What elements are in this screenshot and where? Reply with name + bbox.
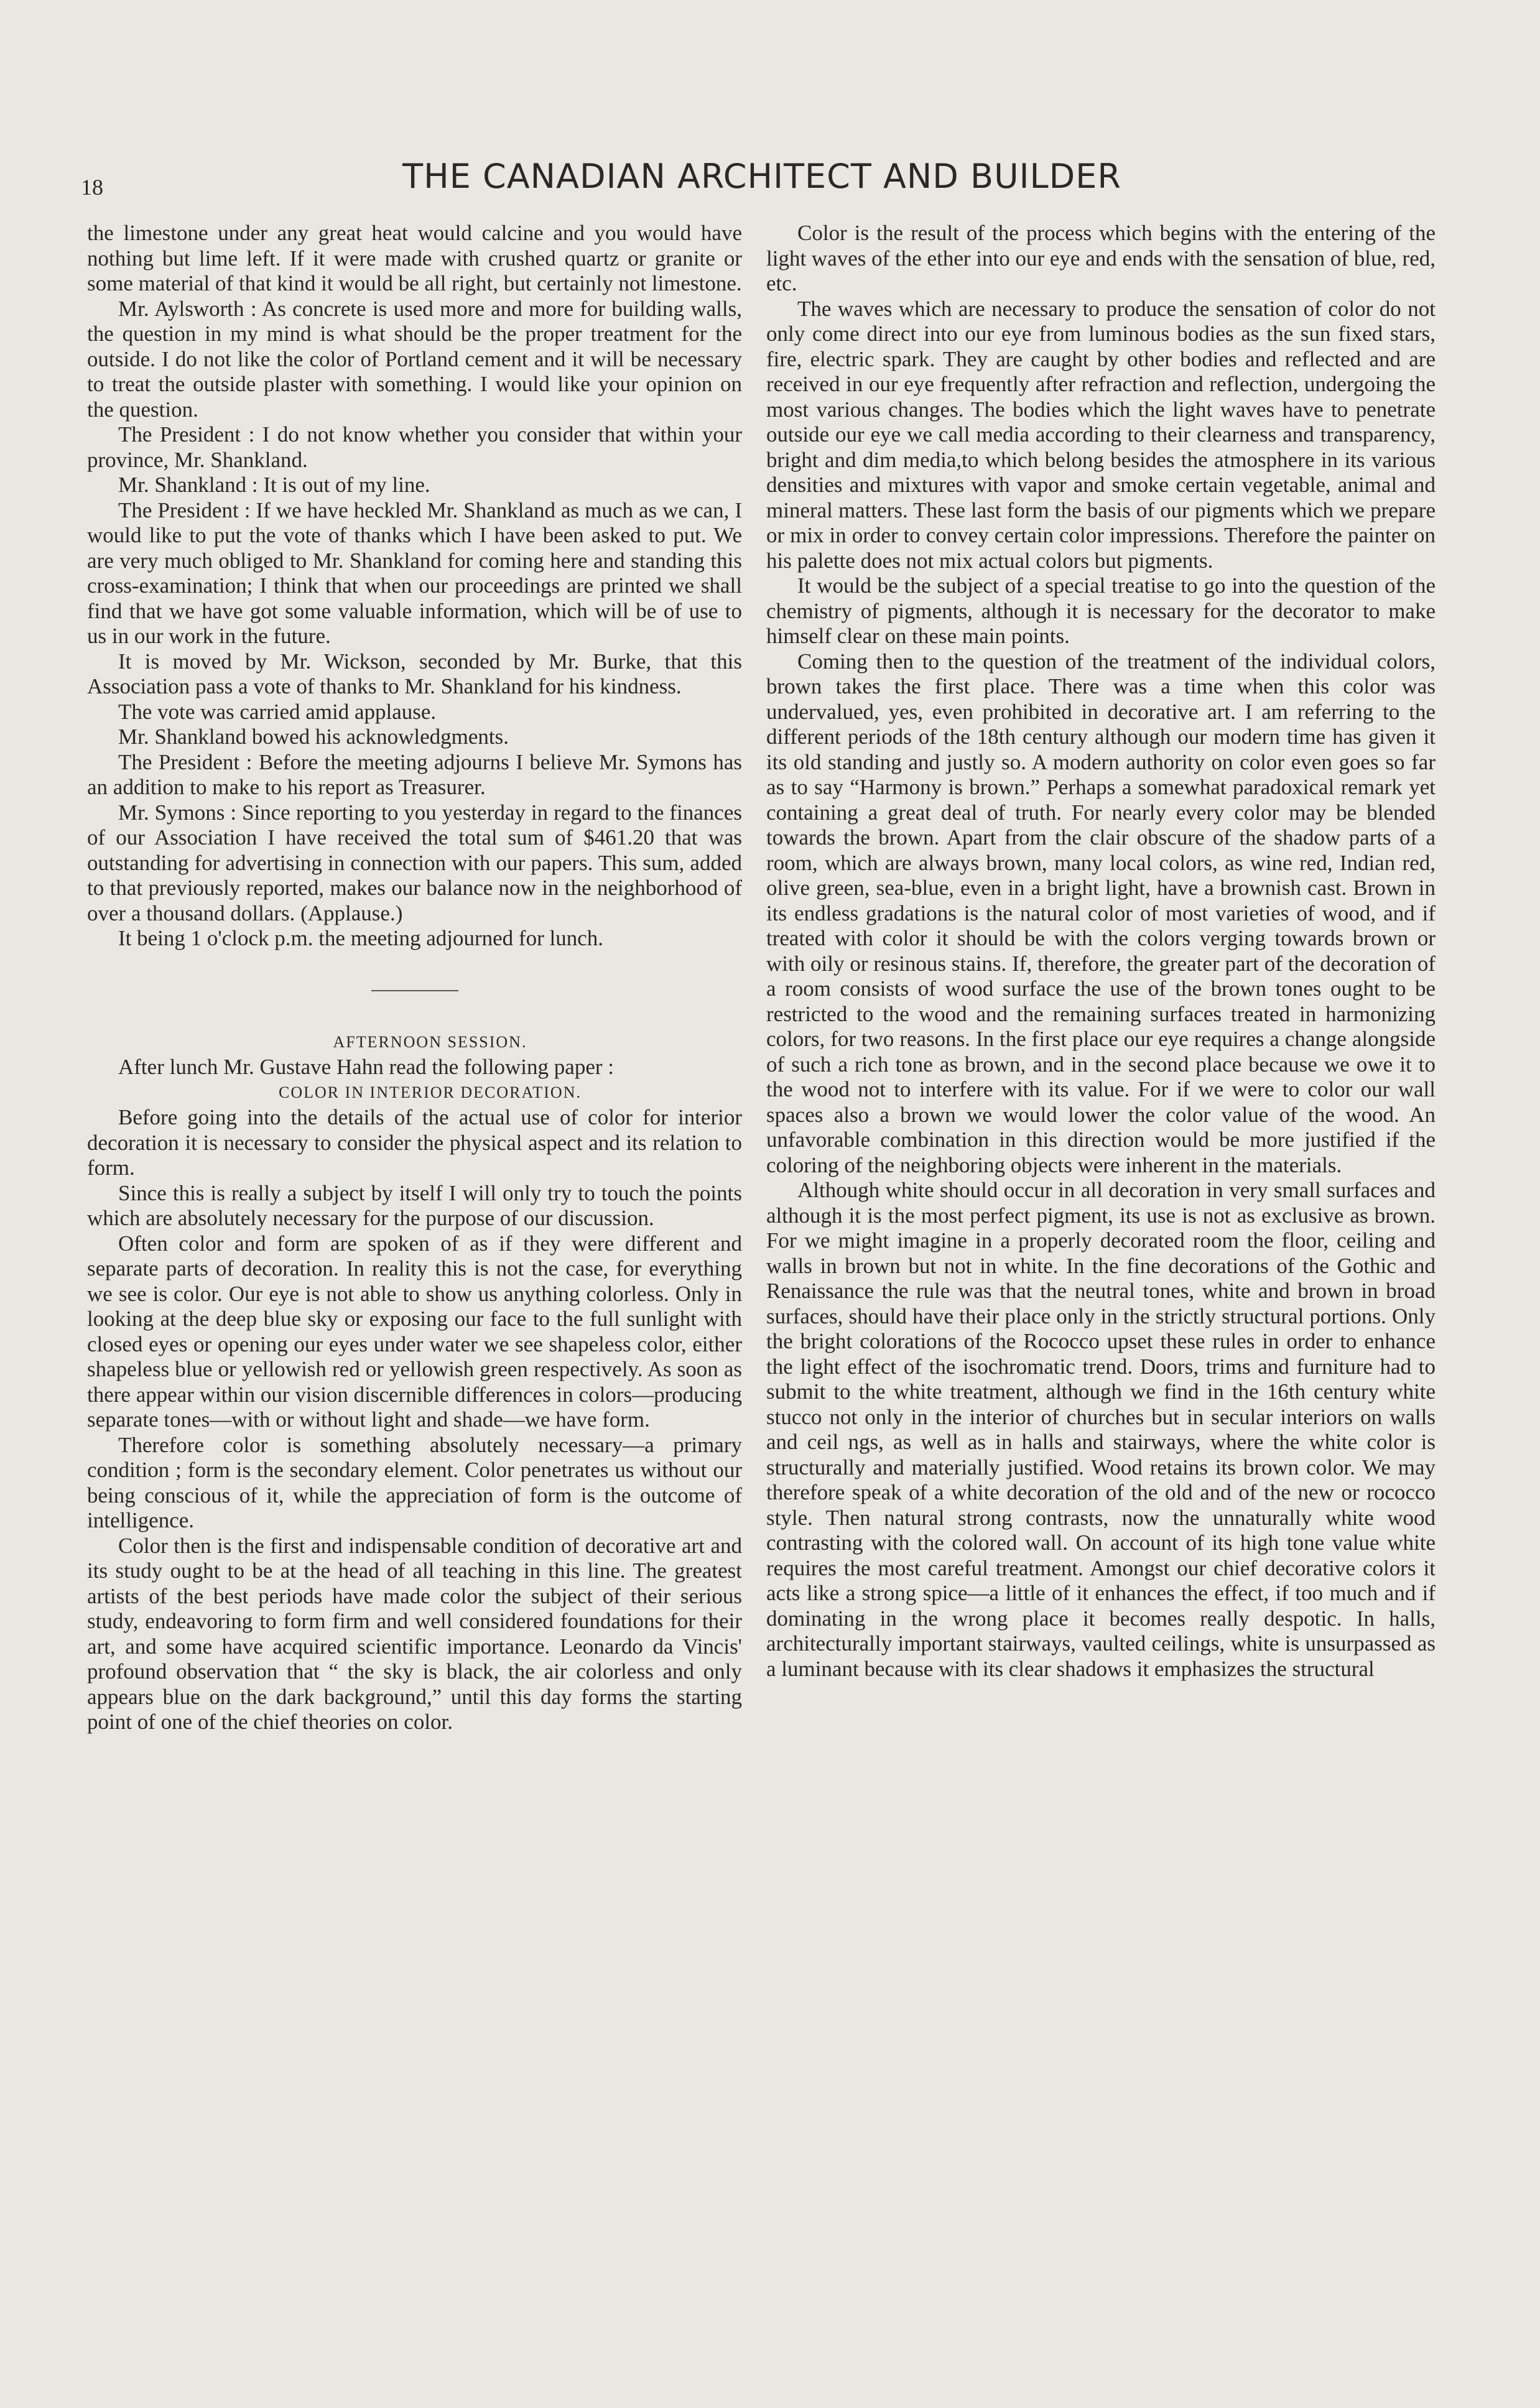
paragraph: the limestone under any great heat would calcine and you would have nothing but lime left. If it were made with crushed quartz or granite or some material of that kind it would be all right, but certainly not limestone.: [87, 221, 742, 295]
paragraph: The waves which are necessary to produce the sensation of color do not only come direct into our eye from luminous bodies as the sun fixed stars, fire, electric spark. They are caught by other bodies and reflected and are received in our eye frequently after refraction and reflection, undergoing the most various changes. The bodies which the light waves have to penetrate outside our eye we call media according to their clearness and transparency, bright and dim media,to which belong besides the atmosphere in its various densities and mixtures with vapor and smoke certain vegetable, animal and mineral matters. These last form the basis of our pigments which we prepare or mix in order to convey certain color impressions. Therefore the painter on his palette does not mix actual colors but pigments.: [766, 296, 1436, 573]
paragraph: Coming then to the question of the treatment of the individual colors, brown takes the first place. There was a time when this color was undervalued, yes, even prohibited in decorative art. I am referring to the different periods of the 18th century although our modern time has given it its old standing and justly so. A modern authority on color even goes so far as to say “Harmony is brown.” Perhaps a somewhat paradoxical remark yet containing a great deal of truth. For nearly every color may be blended towards the brown. Apart from the clair obscure of the shadow parts of a room, which are always brown, many local colors, as wine red, Indian red, olive green, sea-blue, even in a bright light, have a brownish cast. Brown in its endless gradations is the natural color of most varieties of wood, and if treated with color it should be with the colors verging towards brown or with oily or resinous stains. If, therefore, the greater part of the decoration of a room consists of wood surface the use of the brown tones ought to be restricted to the wood and the remaining surfaces treated in harmonizing colors, for two reasons. In the first place our eye requires a change alongside of such a rich tone as brown, and in the second place because we owe it to the wood not to interfere with its value. For if we were to color our wall spaces also a brown we would lower the color value of the wood. An unfavorable combination in this direction would be more justified if the coloring of the neighboring objects were inherent in the materials.: [766, 649, 1436, 1177]
session-heading: AFTERNOON SESSION.: [333, 1032, 527, 1051]
paragraph: Since this is really a subject by itself I will only try to touch the points which are absolutely necessary for the purpose of our discussion.: [87, 1180, 742, 1230]
paragraph: The vote was carried amid applause.: [118, 699, 437, 724]
left-column: [87, 221, 742, 1735]
paragraph: The President : If we have heckled Mr. Shankland as much as we can, I would like to put the vote of thanks which I have been asked to put. We are very much obliged to Mr. Shankland for coming here and standing this cross-examination; I think that when our proceedings are printed we shall find that we have got some valuable information, which will be of use to us in our work in the future.: [87, 498, 742, 648]
session-intro: After lunch Mr. Gustave Hahn read the following paper :: [118, 1055, 614, 1079]
right-column: [766, 221, 1436, 1682]
paragraph: Mr. Symons : Since reporting to you yesterday in regard to the finances of our Association I have received the total sum of $461.20 that was outstanding for advertising in connection with our papers. This sum, added to that previously reported, makes our balance now in the neighborhood of over a thousand dollars. (Applause.): [87, 800, 742, 925]
paragraph: Mr. Shankland : It is out of my line.: [118, 473, 430, 497]
journal-title: THE CANADIAN ARCHITECT AND BUILDER: [402, 157, 1121, 196]
paragraph: Mr. Aylsworth : As concrete is used more and more for building walls, the question in my mind is what should be the proper treatment for the outside. I do not like the color of Portland cement and it will be necessary to treat the outside plaster with something. I would like your opinion on the question.: [87, 296, 742, 422]
page-number: 18: [81, 175, 103, 200]
paragraph: Often color and form are spoken of as if they were different and separate parts of decoration. In reality this is not the case, for everything we see is color. Our eye is not able to show us anything colorless. Only in looking at the deep blue sky or exposing our face to the full sunlight with closed eyes or opening our eyes under water we see shapeless color, either shapeless blue or yellowish red or yellowish green respectively. As soon as there appear within our vision discernible differences in colors—producing separate tones—with or without light and shade—we have form.: [87, 1231, 742, 1432]
paragraph: The President : Before the meeting adjourns I believe Mr. Symons has an addition to make to his report as Treasurer.: [87, 749, 742, 799]
section-divider: [371, 990, 458, 991]
paragraph: Therefore color is something absolutely necessary—a primary condition ; form is the secondary element. Color penetrates us without our being conscious of it, while the appreciation of form is the outcome of intelligence.: [87, 1432, 742, 1532]
paper-title: COLOR IN INTERIOR DECORATION.: [279, 1083, 582, 1101]
paragraph: Color is the result of the process which begins with the entering of the light waves of the ether into our eye and ends with the sensation of blue, red, etc.: [766, 221, 1436, 295]
paragraph: Before going into the details of the actual use of color for interior decoration it is necessary to consider the physical aspect and its relation to form.: [87, 1105, 742, 1180]
paragraph: It would be the subject of a special treatise to go into the question of the chemistry of pigments, although it is necessary for the decorator to make himself clear on these main points.: [766, 573, 1436, 648]
paragraph: Although white should occur in all decoration in very small surfaces and although it is the most perfect pigment, its use is not as exclusive as brown. For we might imagine in a properly decorated room the floor, ceiling and walls in brown but not in white. In the fine decorations of the Gothic and Renaissance the rule was that the neutral tones, white and brown in broad surfaces, should have their place only in the strictly structural portions. Only the bright colorations of the Rococco upset these rules in order to enhance the light effect of the isochromatic trend. Doors, trims and furniture had to submit to the white treatment, although we find in the 16th century white stucco not only in the interior of churches but in secular interiors on walls and ceil ngs, as well as in halls and stairways, where the white color is structurally and materially justified. Wood retains its brown color. We may therefore speak of a white decoration of the old and of the new or rococco style. Then natural strong contrasts, now the unnaturally white wood contrasting with the colored wall. On account of its high tone value white requires the most careful treatment. Amongst our chief decorative colors it acts like a strong spice—a little of it enhances the effect, if too much and if dominating in the wrong place it becomes really despotic. In halls, architecturally important stairways, vaulted ceilings, white is unsurpassed as a luminant because with its clear shadows it emphasizes the structural: [766, 1178, 1436, 1681]
paragraph: Mr. Shankland bowed his acknowledgments.: [118, 725, 509, 749]
paragraph: The President : I do not know whether you consider that within your province, Mr. Shankland.: [87, 422, 742, 472]
paragraph: Color then is the first and indispensable condition of decorative art and its study ought to be at the head of all teaching in this line. The greatest artists of the best periods have made color the subject of their serious study, endeavoring to form firm and well considered foundations for their art, and some have acquired scientific importance. Leonardo da Vincis' profound observation that “ the sky is black, the air colorless and only appears blue on the dark background,” until this day forms the starting point of one of the chief theories on color.: [87, 1533, 742, 1734]
page-header: [81, 157, 1443, 213]
paragraph: It is moved by Mr. Wickson, seconded by Mr. Burke, that this Association pass a vote of thanks to Mr. Shankland for his kindness.: [87, 649, 742, 698]
paragraph: It being 1 o'clock p.m. the meeting adjourned for lunch.: [118, 926, 603, 950]
